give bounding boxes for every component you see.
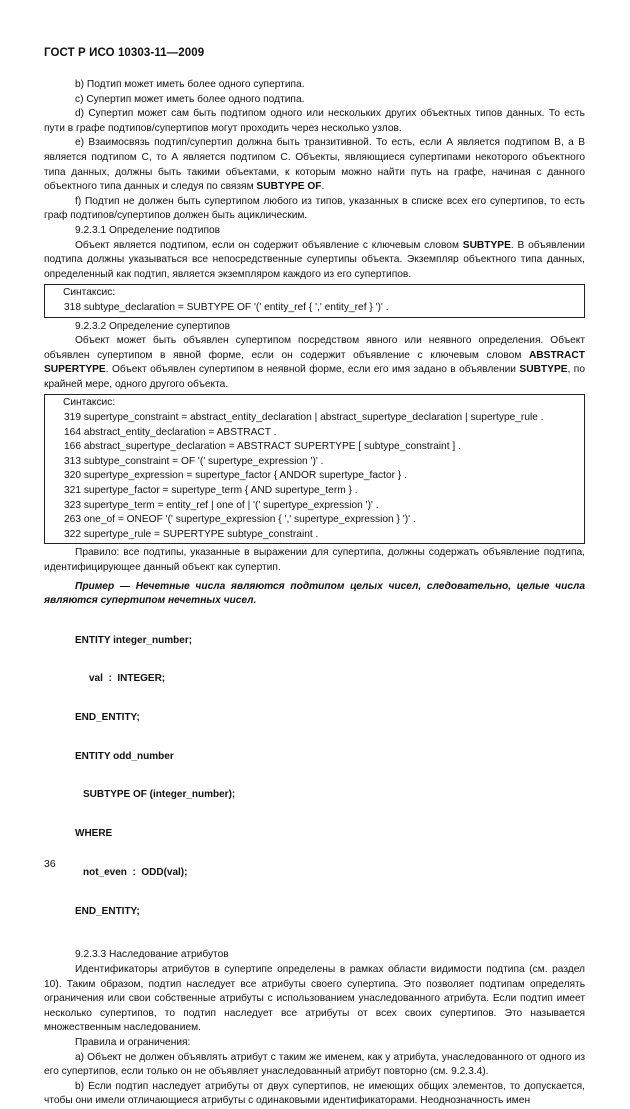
item-e-end: .	[321, 181, 325, 193]
section-9231-heading: 9.2.3.1 Определение подтипов	[75, 224, 221, 236]
syntax-label: Синтаксис:	[63, 287, 116, 299]
section-9233-p2: Правила и ограничения:	[75, 1036, 191, 1048]
keyword-subtype: SUBTYPE	[462, 239, 511, 251]
keyword-abstract-supertype: ABSTRACT SUPERTYPE	[44, 349, 585, 376]
code-line: val : INTEGER;	[89, 673, 166, 685]
syntax-line: 164 abstract_entity_declaration = ABSTRACT .	[64, 426, 277, 438]
item-e	[44, 136, 585, 194]
syntax-line: 323 supertype_term = entity_ref | one of | '(' supertype_expression ')' .	[64, 499, 379, 511]
syntax-line: 321 supertype_factor = supertype_term { AND supertype_term } .	[64, 485, 358, 497]
syntax-line: 319 supertype_constraint = abstract_entity_declaration | abstract_supertype_declaration | supertype_rule .	[64, 412, 544, 424]
item-f: f) Подтип не должен быть супертипом любого из типов, указанных в списке всех его супертипов, то есть граф подтипов/супертипов должен быть ациклическим.	[44, 195, 585, 222]
syntax-box-2	[44, 394, 585, 544]
rule-text: Правило: все подтипы, указанные в выражении для супертипа, должны содержать объявление подтипа, идентифицирующее данный объект как супертип.	[44, 547, 585, 573]
code-line: END_ENTITY;	[75, 712, 140, 724]
example-code	[44, 609, 585, 945]
syntax-line: 322 supertype_rule = SUPERTYPE subtype_constraint .	[64, 528, 319, 540]
syntax-label: Синтаксис:	[63, 397, 116, 409]
section-9233-p3: а) Объект не должен объявлять атрибут с таким же именем, как у атрибута, унаследованного от одного из его супертипов, если только он не объявляет унаследованный атрибут повторно (см. 9.2.3.4).	[44, 1051, 585, 1078]
syntax-line: 318 subtype_declaration = SUBTYPE OF '(' entity_ref { ',' entity_ref } ')' .	[64, 301, 389, 313]
code-line: END_ENTITY;	[75, 905, 140, 917]
page-body	[44, 78, 585, 1109]
running-header: ГОСТ Р ИСО 10303-11—2009	[44, 47, 205, 59]
section-9231-text-2: . В объявлении подтипа должны указываться все непосредственные супертипы объекта. Экземпляр объектного типа данных, определенный как подтип, является экземпляром каждого из его супертипов.	[44, 239, 585, 280]
syntax-line: 320 supertype_expression = supertype_factor { ANDOR supertype_factor } .	[64, 470, 407, 482]
syntax-line: 166 abstract_supertype_declaration = ABSTRACT SUPERTYPE [ subtype_constraint ] .	[64, 441, 461, 453]
syntax-line: 263 one_of = ONEOF '(' supertype_expression { ',' supertype_expression } ')' .	[64, 514, 416, 526]
item-b: b) Подтип может иметь более одного супертипа.	[75, 79, 305, 90]
section-9232-text-1: Объект может быть объявлен супертипом посредством явного или неявного определения. Объект объявлен супертипом в явной форме, если он содержит объявление с ключевым словом	[44, 335, 585, 361]
section-9232-text	[44, 334, 585, 392]
code-line: ENTITY integer_number;	[75, 634, 193, 646]
section-9231-text-1: Объект является подтипом, если он содержит объявление с ключевым словом	[75, 239, 459, 251]
section-9232-text-3: , по крайней мере, одного другого объекта.	[44, 364, 585, 390]
section-9233-p1: Идентификаторы атрибутов в супертипе определены в рамках области видимости подтипа (см. раздел 10). Таким образом, подтип наследует все атрибуты своего супертипа. Это позволяет подтипам определять ограничения или свои собственные атрибуты с использованием унаследованного атрибута. Если подтип имеет несколько супертипов, то подтип наследует все атрибуты от всех своих супертипов. Это называется множественным наследованием.	[44, 963, 585, 1034]
section-9233-heading: 9.2.3.3 Наследование атрибутов	[75, 949, 229, 961]
code-line: SUBTYPE OF (integer_number);	[83, 789, 236, 801]
code-line: not_even : ODD(val);	[83, 866, 188, 878]
syntax-line: 313 subtype_constraint = OF '(' supertype_expression ')' .	[64, 455, 324, 467]
item-e-keyword: SUBTYPE OF	[256, 181, 322, 193]
code-line: ENTITY odd_number	[75, 750, 174, 762]
page-number: 36	[44, 858, 56, 870]
item-e-text: е) Взаимосвязь подтип/супертип должна быть транзитивной. То есть, если А является подтипом В, а В является подтипом С, то А является подтипом С. Объекты, являющиеся супертипами некоторого объектного типа данных, должны быть такими объектами, к которым можно найти путь на графе, начиная с данного объектного типа данных и следуя по связям	[44, 137, 585, 193]
example-caption: Пример — Нечетные числа являются подтипом целых чисел, следовательно, целые числа являются супертипом нечетных чисел.	[44, 580, 585, 607]
section-9232-text-2: . Объект объявлен супертипом в неявной форме, если его имя задано в объявлении	[105, 364, 516, 376]
item-d: d) Супертип может сам быть подтипом одного или нескольких других объектных типов данных. То есть пути в графе подтипов/супертипов могут проходить через несколько узлов.	[44, 108, 585, 134]
section-9233-p4: b) Если подтип наследует атрибуты от двух супертипов, не имеющих общих элементов, то допускается, чтобы они имели отличающиеся атрибуты с одинаковыми идентификаторами. Неоднозначность имен	[44, 1080, 585, 1107]
section-9231-text	[44, 239, 585, 283]
section-9232-heading: 9.2.3.2 Определение супертипов	[75, 320, 230, 332]
item-c: с) Супертип может иметь более одного подтипа.	[75, 93, 305, 105]
keyword-subtype-2: SUBTYPE	[519, 364, 568, 376]
syntax-box-1	[44, 284, 585, 317]
code-line: WHERE	[75, 828, 113, 840]
